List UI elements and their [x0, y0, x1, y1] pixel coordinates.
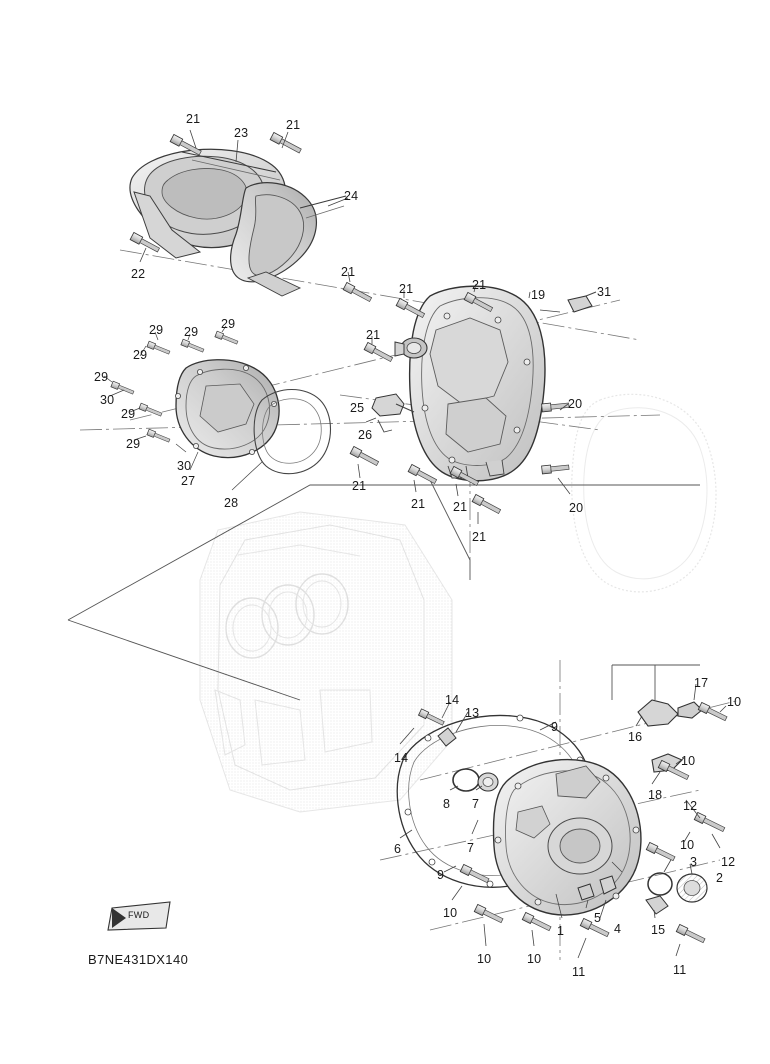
callout-9: 9 [551, 720, 559, 734]
callout-23: 23 [234, 126, 249, 140]
callout-13: 13 [465, 706, 480, 720]
callout-18: 18 [648, 788, 663, 802]
callout-10: 10 [443, 906, 458, 920]
callout-21: 21 [341, 265, 356, 279]
callout-7: 7 [467, 841, 475, 855]
callout-14: 14 [394, 751, 409, 765]
callout-12: 12 [721, 855, 736, 869]
callout-25: 25 [350, 401, 365, 415]
callout-28: 28 [224, 496, 239, 510]
callout-24: 24 [344, 189, 359, 203]
callout-10: 10 [477, 952, 492, 966]
callout-20: 20 [569, 501, 584, 515]
callout-29: 29 [184, 325, 199, 339]
callout-21: 21 [472, 278, 487, 292]
air-duct-assembly [130, 149, 346, 296]
callout-1: 1 [557, 924, 565, 938]
callout-26: 26 [358, 428, 373, 442]
callout-10: 10 [527, 952, 542, 966]
callout-8: 8 [443, 797, 451, 811]
fwd-label: FWD [128, 910, 150, 920]
callout-30: 30 [100, 393, 115, 407]
callout-31: 31 [597, 285, 612, 299]
wire-clamp-31 [568, 292, 596, 312]
callout-29: 29 [133, 348, 148, 362]
ghost-engine-block [200, 512, 452, 812]
callout-15: 15 [651, 923, 666, 937]
crankcase-cover-1 [494, 760, 641, 916]
callout-19: 19 [531, 288, 546, 302]
callout-21: 21 [472, 530, 487, 544]
callout-6: 6 [394, 842, 402, 856]
callout-2: 2 [716, 871, 724, 885]
callout-21: 21 [186, 112, 201, 126]
callout-14: 14 [445, 693, 460, 707]
callout-7: 7 [472, 797, 480, 811]
callout-21: 21 [366, 328, 381, 342]
callout-21: 21 [411, 497, 426, 511]
callout-21: 21 [453, 500, 468, 514]
callout-21: 21 [286, 118, 301, 132]
callout-29: 29 [221, 317, 236, 331]
callout-11: 11 [673, 963, 687, 977]
cap-and-oring-2-3 [648, 858, 707, 902]
callout-10: 10 [727, 695, 742, 709]
callout-3: 3 [690, 855, 698, 869]
callout-30: 30 [177, 459, 192, 473]
callout-4: 4 [614, 922, 622, 936]
callout-22: 22 [131, 267, 146, 281]
callout-21: 21 [399, 282, 414, 296]
callout-11: 11 [572, 965, 586, 979]
ghost-cover-outline [572, 394, 716, 592]
callout-17: 17 [694, 676, 709, 690]
callout-10: 10 [680, 838, 695, 852]
callout-21: 21 [352, 479, 367, 493]
callout-12: 12 [683, 799, 698, 813]
callout-29: 29 [149, 323, 164, 337]
callout-10: 10 [681, 754, 696, 768]
callout-29: 29 [126, 437, 141, 451]
callout-27: 27 [181, 474, 196, 488]
callout-9: 9 [437, 868, 445, 882]
diagram-code-label: B7NE431DX140 [88, 952, 189, 967]
callout-29: 29 [121, 407, 136, 421]
callout-16: 16 [628, 730, 643, 744]
callout-20: 20 [568, 397, 583, 411]
callout-29: 29 [94, 370, 109, 384]
callout-5: 5 [594, 911, 602, 925]
